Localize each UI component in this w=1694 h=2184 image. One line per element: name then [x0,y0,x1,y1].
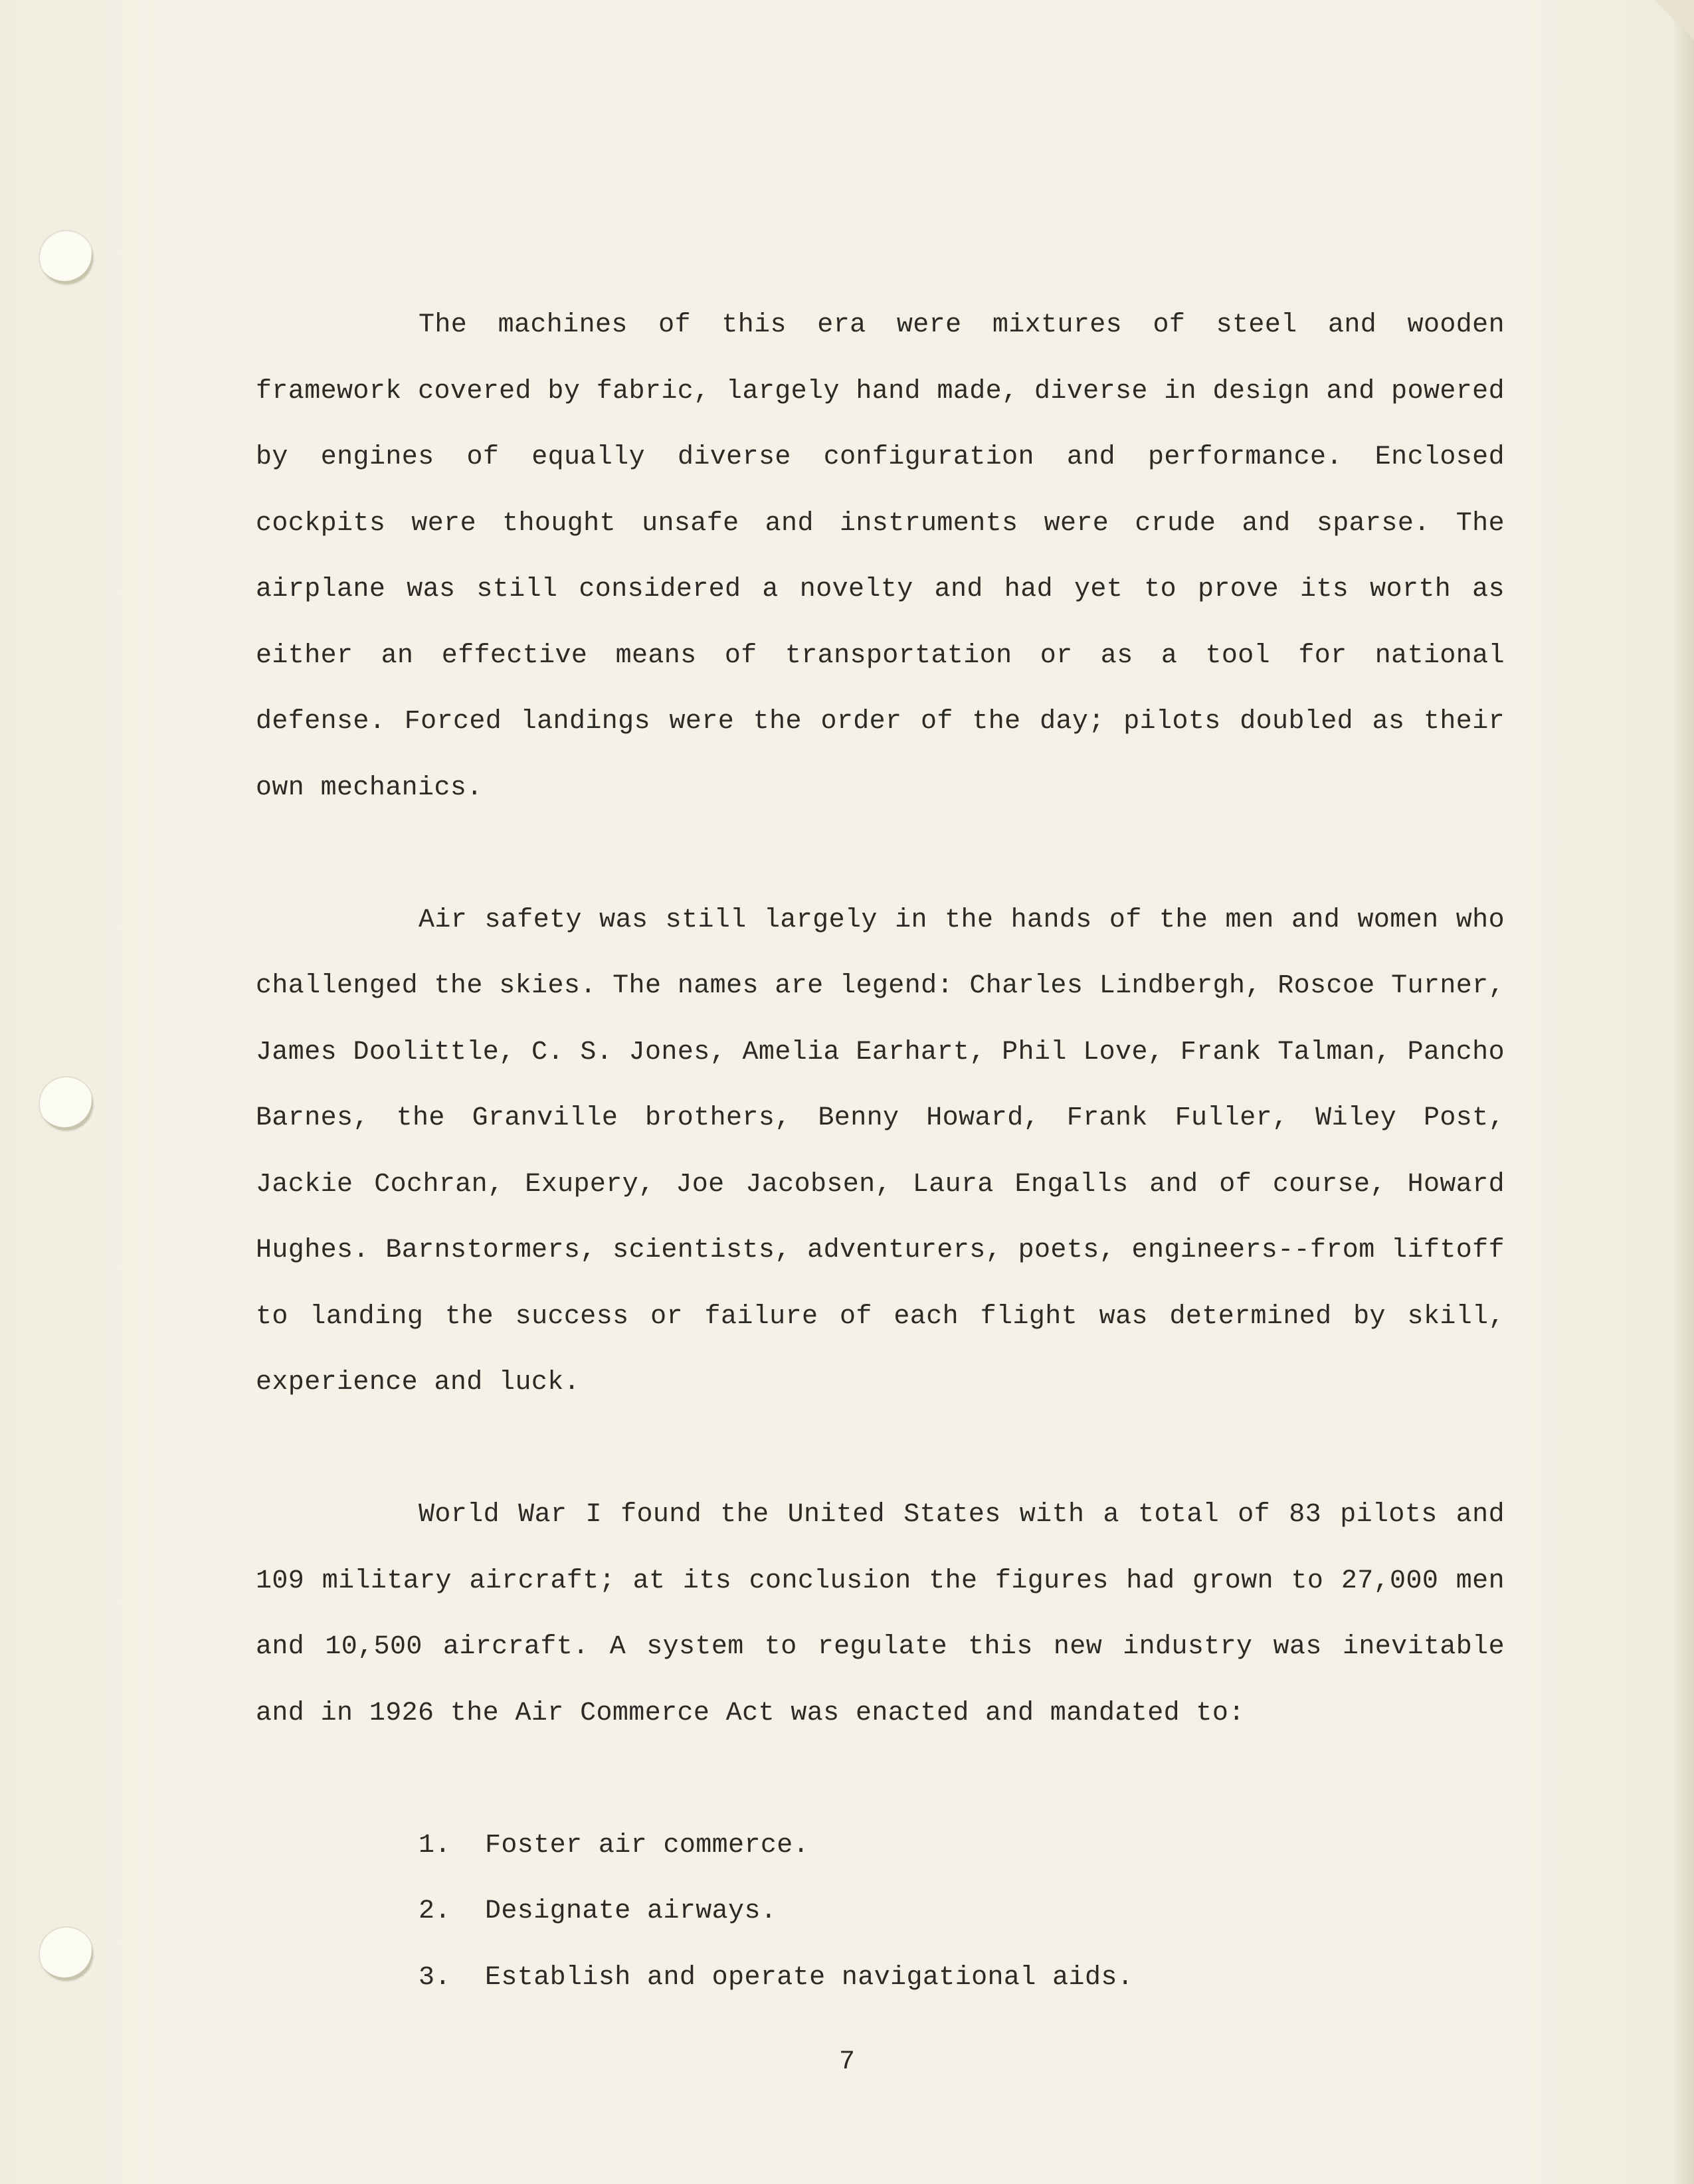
mandate-list [256,1813,1505,2011]
page-body [256,292,1505,2011]
binder-hole-top [40,231,93,284]
list-text: Foster air commerce. [485,1830,810,1861]
page-edge-shadow [1671,0,1694,2184]
list-number: 3. [419,1962,451,1993]
paragraph-aircraft-era [256,292,1505,821]
page-number: 7 [838,2047,855,2077]
paragraph-text: Air safety was still largely in the hands of the men and women who challenged the skies. The names are legend: Charles Lindbergh, Roscoe Turner, James Doolittle, C. S. Jones, Amelia Earhart, Phil Love, Frank Talman, Pancho Barnes, the Granville brothers, Benny Howard, Frank Fuller, Wiley Post, Jackie Cochran, Exupery, Joe Jacobsen, Laura Engalls and of course, Howard Hughes. Barnstormers, scientists, adventurers, poets, engineers--from liftoff to landing the success or failure of each flight was determined by skill, experience and luck. [256,905,1505,1398]
list-item [419,1813,1505,1879]
page-corner-fold [1654,0,1694,40]
list-number: 2. [419,1896,451,1926]
binder-hole-bottom [40,1928,93,1981]
paragraph-text: The machines of this era were mixtures of steel and wooden framework covered by fabric, largely hand made, diverse in design and powered by engines of equally diverse configuration and performance. Enclosed cockpits were thought unsafe and instruments were crude and sparse. The airplane was still considered a novelty and had yet to prove its worth as either an effective means of transportation or as a tool for national defense. Forced landings were the order of the day; pilots doubled as their own mechanics. [256,310,1505,803]
paragraph-world-war [256,1482,1505,1746]
list-text: Designate airways. [485,1896,777,1926]
list-number: 1. [419,1830,451,1861]
list-text: Establish and operate navigational aids. [485,1962,1134,1993]
list-item [419,1945,1505,2011]
list-item [419,1878,1505,1945]
paragraph-text: World War I found the United States with a total of 83 pilots and 109 military aircraft; at its conclusion the figures had grown to 27,000 men and 10,500 aircraft. A system to regulate this new industry was inevitable and in 1926 the Air Commerce Act was enacted and mandated to: [256,1500,1505,1728]
binder-hole-middle [40,1077,93,1131]
paragraph-air-safety [256,887,1505,1416]
